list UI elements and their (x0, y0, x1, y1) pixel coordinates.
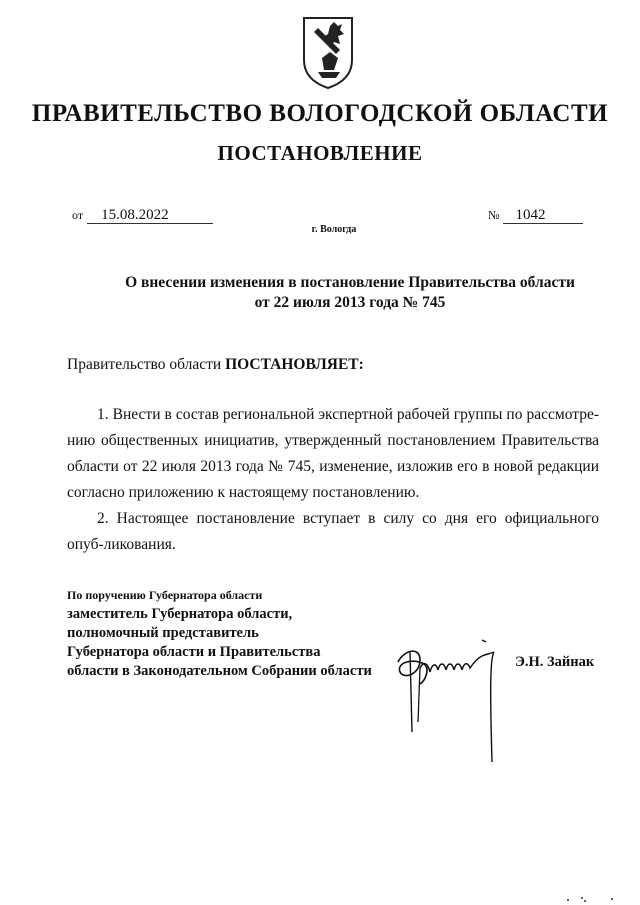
body-item-2: 2. Настоящее постановление вступает в силу со дня его официального опуб-ликования. (67, 510, 599, 553)
preamble-bold: ПОСТАНОВЛЯЕТ: (225, 356, 364, 373)
preamble (67, 356, 364, 374)
signer-name: Э.Н. Зайнак (515, 654, 595, 670)
coat-of-arms-icon (300, 14, 356, 90)
signatory-line-0: По поручению Губернатора области (67, 588, 263, 602)
subject-line-1: О внесении изменения в постановление Правительства области (125, 274, 575, 291)
body-item-1: 1. Внести в состав региональной экспертной рабочей группы по рассмотре-нию общественных инициатив, утвержденный постановлением Правительства области от 22 июля 2013 года № 745, изменение, изложив его в новой редакции согласно приложению к настоящему постановлению. (67, 406, 599, 501)
date-field (72, 206, 213, 224)
signatory-line-2: полномочный представитель (67, 625, 259, 641)
number-prefix: № (488, 208, 500, 222)
document-subject (70, 273, 630, 313)
subject-line-2: от 22 июля 2013 года № 745 (254, 294, 446, 311)
preamble-text: Правительство области (67, 356, 222, 373)
handwritten-signature (390, 632, 520, 768)
number-value: 1042 (503, 207, 583, 224)
scan-marks (560, 892, 620, 904)
signatory-block (67, 586, 372, 681)
signatory-line-4: области в Законодательном Собрании области (67, 663, 372, 679)
city-label: г. Вологда (311, 224, 357, 235)
date-value: 15.08.2022 (87, 207, 213, 224)
document-body (67, 402, 599, 558)
document-type: ПОСТАНОВЛЕНИЕ (217, 141, 423, 165)
government-title: ПРАВИТЕЛЬСТВО ВОЛОГОДСКОЙ ОБЛАСТИ (31, 100, 609, 127)
number-field (488, 206, 583, 224)
date-prefix: от (72, 208, 84, 222)
signatory-line-1: заместитель Губернатора области, (67, 606, 293, 622)
signatory-line-3: Губернатора области и Правительства (67, 644, 321, 660)
